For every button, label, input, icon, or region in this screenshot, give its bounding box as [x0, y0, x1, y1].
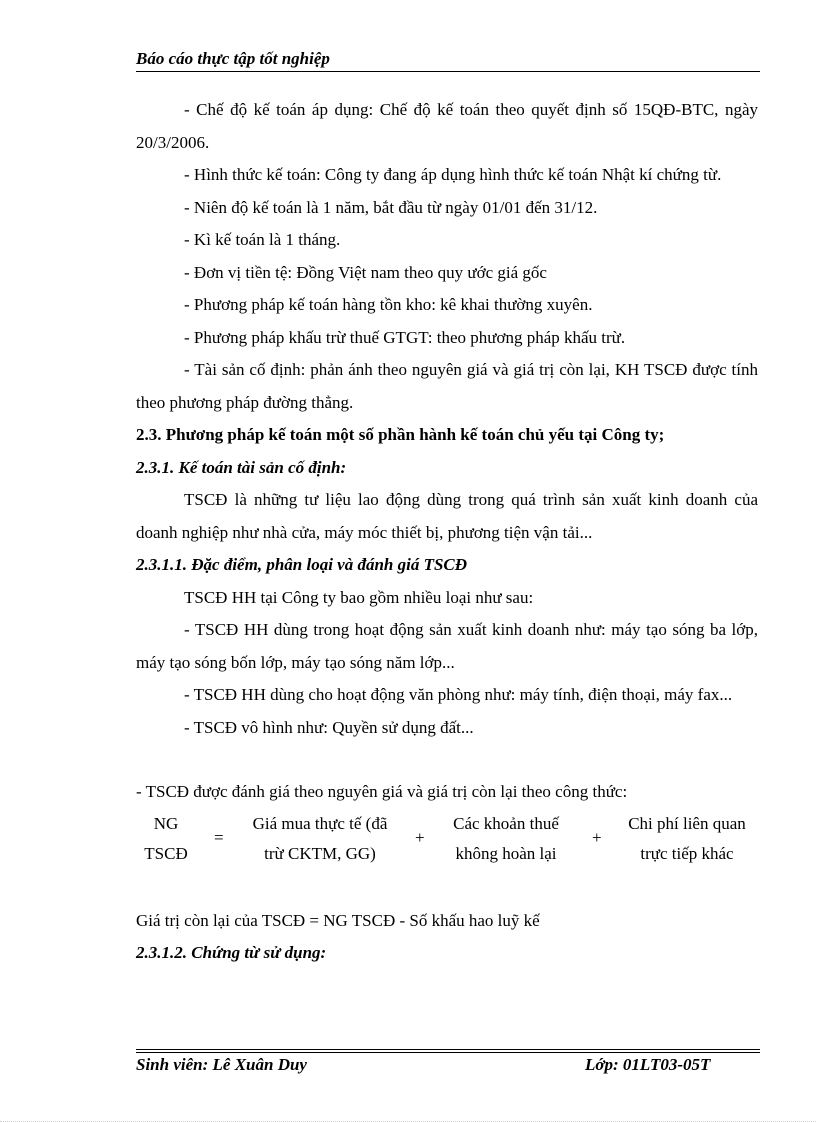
paragraph-accounting-form: - Hình thức kế toán: Công ty đang áp dụng hình thức kế toán Nhật kí chứng từ.: [184, 165, 722, 184]
document-body: [136, 94, 758, 970]
paragraph-vat-method: - Phương pháp khấu trừ thuế GTGT: theo phương pháp khấu trừ.: [184, 327, 626, 347]
section-heading-2-3: 2.3. Phương pháp kế toán một số phần hành kế toán chủ yếu tại Công ty;: [136, 425, 665, 444]
header-rule: [136, 71, 760, 72]
footer-rule: [136, 1049, 760, 1050]
paragraph-inventory-method: - Phương pháp kế toán hàng tồn kho: kê khai thường xuyên.: [184, 295, 593, 314]
paragraph-currency: - Đơn vị tiền tệ: Đồng Việt nam theo quy ước giá gốc: [184, 262, 547, 282]
formula-term-ng-tscd: [136, 809, 196, 869]
paragraph-tscd-production: - TSCĐ HH dùng trong hoạt động sản xuất kinh doanh như: máy tạo sóng ba lớp, máy tạo sóng bốn lớp, máy tạo sóng năm lớp...: [136, 620, 758, 672]
formula-term-purchase-line1: Giá mua thực tế (đã: [252, 813, 388, 833]
formula-plus-sign-2: +: [592, 827, 602, 847]
paragraph-tscd-definition: TSCĐ là những tư liệu lao động dùng trong quá trình sản xuất kinh doanh của doanh nghiệp như nhà cửa, máy móc thiết bị, phương tiện vận tải...: [136, 490, 758, 542]
paragraph-residual-value: Giá trị còn lại của TSCĐ = NG TSCĐ - Số khấu hao luỹ kế: [136, 910, 540, 930]
paragraph-tscd-intangible: - TSCĐ vô hình như: Quyền sử dụng đất...: [184, 717, 474, 737]
formula-plus-sign: +: [415, 827, 425, 847]
section-heading-2-3-1-2: 2.3.1.2. Chứng từ sử dụng:: [136, 943, 327, 962]
formula-term-direct-costs: [616, 809, 758, 869]
formula-term-costs-line2: trực tiếp khác: [640, 843, 734, 863]
formula-equals-sign: =: [214, 827, 224, 847]
paragraph-valuation-formula-intro: - TSCĐ được đánh giá theo nguyên giá và giá trị còn lại theo công thức:: [136, 782, 628, 801]
paragraph-accounting-regime: - Chế độ kế toán áp dụng: Chế độ kế toán theo quyết định số 15QĐ-BTC, ngày 20/3/2006.: [136, 100, 758, 152]
page-header-title: Báo cáo thực tập tốt nghiệp: [136, 49, 330, 68]
paragraph-tscd-types-intro: TSCĐ HH tại Công ty bao gồm nhiều loại như sau:: [184, 587, 534, 607]
page-edge: [0, 1121, 816, 1122]
paragraph-fixed-assets: - Tài sản cố định: phản ánh theo nguyên giá và giá trị còn lại, KH TSCĐ được tính theo phương pháp đường thẳng.: [136, 360, 758, 412]
formula-term-costs-line1: Chi phí liên quan: [628, 813, 746, 833]
footer-student-name: Sinh viên: Lê Xuân Duy: [136, 1055, 307, 1074]
formula-term-ng-line2: TSCĐ: [144, 843, 188, 863]
paragraph-accounting-period: - Kì kế toán là 1 tháng.: [184, 230, 341, 249]
footer-class-code: Lớp: 01LT03-05T: [585, 1055, 711, 1074]
formula-term-ng-line1: NG: [153, 813, 179, 833]
paragraph-fiscal-year: - Niên độ kế toán là 1 năm, bắt đầu từ ngày 01/01 đến 31/12.: [184, 197, 598, 217]
section-heading-2-3-1-1: 2.3.1.1. Đặc điểm, phân loại và đánh giá TSCĐ: [136, 555, 468, 574]
formula-term-taxes-line1: Các khoản thuế: [453, 813, 559, 833]
section-heading-2-3-1: 2.3.1. Kế toán tài sản cố định:: [136, 457, 347, 477]
formula-term-nonrefundable-taxes: [442, 809, 570, 869]
blank-line-2: [136, 873, 758, 905]
blank-line: [136, 744, 758, 776]
formula-term-purchase-price: [240, 809, 400, 869]
formula-term-purchase-line2: trừ CKTM, GG): [264, 843, 376, 863]
formula-term-taxes-line2: không hoàn lại: [455, 843, 557, 863]
valuation-formula: [136, 809, 758, 873]
footer-rule-2: [136, 1052, 760, 1053]
paragraph-tscd-office: - TSCĐ HH dùng cho hoạt động văn phòng như: máy tính, điện thoại, máy fax...: [184, 685, 733, 704]
